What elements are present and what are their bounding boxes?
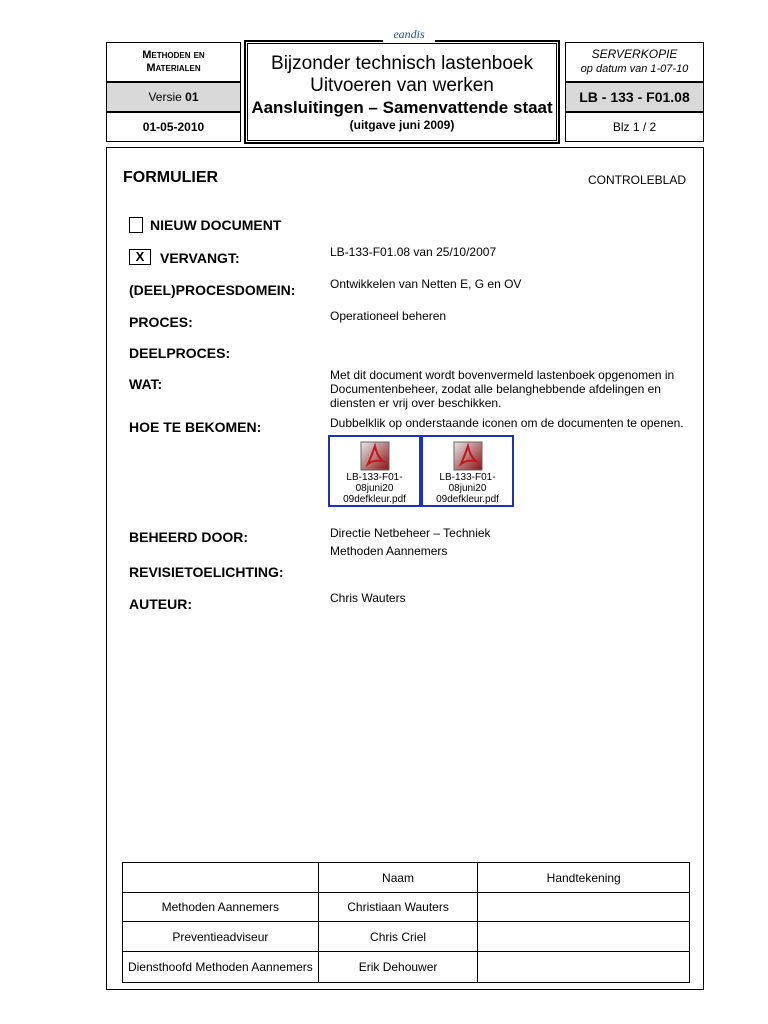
obtain-value: Dubbelklik op onderstaande iconen om de documenten te openen. [330, 416, 684, 430]
domain-value: Ontwikkelen van Netten E, G en OV [330, 277, 522, 291]
replaces-label: VERVANGT: [160, 250, 240, 266]
name-cell: Erik Dehouwer [318, 952, 478, 983]
new-document-label: NIEUW DOCUMENT [150, 217, 282, 233]
replaces-checkbox[interactable]: X [129, 249, 151, 265]
signature-cell [478, 922, 690, 952]
attachment-filename: LB-133-F01-08juni20 09defkleur.pdf [343, 472, 406, 505]
managed-line1: Directie Netbeheer – Techniek [330, 526, 491, 540]
header-cell-role [123, 863, 319, 893]
signature-table [122, 862, 690, 983]
process-label: PROCES: [129, 314, 193, 330]
subprocess-label: DEELPROCES: [129, 345, 231, 361]
document-code: LB - 133 - F01.08 [579, 89, 690, 105]
date-box [106, 112, 241, 142]
author-label: AUTEUR: [129, 596, 192, 612]
attachment-filename: LB-133-F01-08juni20 09defkleur.pdf [436, 472, 499, 505]
replaces-value: LB-133-F01.08 van 25/10/2007 [330, 245, 497, 259]
what-line3: diensten er vrij over beschikken. [330, 396, 502, 410]
server-copy-date: op datum van 1-07-10 [580, 63, 689, 75]
obtain-label: HOE TE BEKOMEN: [129, 419, 262, 435]
revision-label: REVISIETOELICHTING: [129, 564, 284, 580]
table-row [123, 893, 690, 922]
header-cell-signature: Handtekening [478, 863, 690, 893]
signature-header-row [123, 863, 690, 893]
department-box [106, 42, 241, 82]
managed-label: BEHEERD DOOR: [129, 529, 249, 545]
process-value: Operationeel beheren [330, 309, 447, 323]
version-label: Versie [148, 90, 182, 104]
version-value: 01 [185, 90, 199, 104]
what-value [330, 368, 674, 410]
svg-text:eandis: eandis [393, 27, 425, 41]
header-cell-name: Naam [318, 863, 478, 893]
title-line1: Bijzonder technisch lastenboek [271, 52, 533, 74]
signature-cell [478, 893, 690, 922]
title-box [247, 43, 557, 141]
author-value: Chris Wauters [330, 591, 406, 605]
version-box [106, 82, 241, 112]
managed-line2: Methoden Aannemers [330, 544, 448, 558]
table-row [123, 922, 690, 952]
attachment-pdf-2[interactable] [421, 435, 514, 507]
what-line1: Met dit document wordt bovenvermeld lastenboek opgenomen in [330, 368, 675, 382]
pdf-file-icon [453, 441, 483, 471]
managed-value [330, 524, 491, 560]
role-cell: Preventieadviseur [123, 922, 319, 952]
domain-label: (DEEL)PROCESDOMEIN: [129, 282, 296, 298]
title-line4: (uitgave juni 2009) [349, 117, 455, 132]
name-cell: Chris Criel [318, 922, 478, 952]
page-number-box [565, 112, 704, 142]
what-line2: Documentenbeheer, zodat alle belanghebbende afdelingen en [330, 382, 661, 396]
title-line2: Uitvoeren van werken [310, 74, 494, 96]
eandis-logo [383, 26, 435, 42]
department-line1: Methoden en [142, 49, 205, 61]
form-corner-label: CONTROLEBLAD [588, 173, 687, 187]
title-line3: Aansluitingen – Samenvattende staat [251, 97, 553, 117]
server-copy-label: SERVERKOPIE [591, 47, 678, 61]
document-date: 01-05-2010 [142, 120, 205, 134]
document-code-box [565, 82, 704, 112]
signature-cell [478, 952, 690, 983]
attachment-pdf-1[interactable] [328, 435, 421, 507]
table-row [123, 952, 690, 983]
new-document-checkbox[interactable] [129, 217, 143, 233]
role-cell: Methoden Aannemers [123, 893, 319, 922]
what-label: WAT: [129, 376, 163, 392]
pdf-file-icon [360, 441, 390, 471]
role-cell: Diensthoofd Methoden Aannemers [123, 952, 319, 983]
name-cell: Christiaan Wauters [318, 893, 478, 922]
form-title: FORMULIER [123, 169, 219, 186]
server-copy-box [565, 42, 704, 82]
department-line2: Materialen [146, 62, 201, 74]
page-number: Blz 1 / 2 [612, 120, 657, 134]
